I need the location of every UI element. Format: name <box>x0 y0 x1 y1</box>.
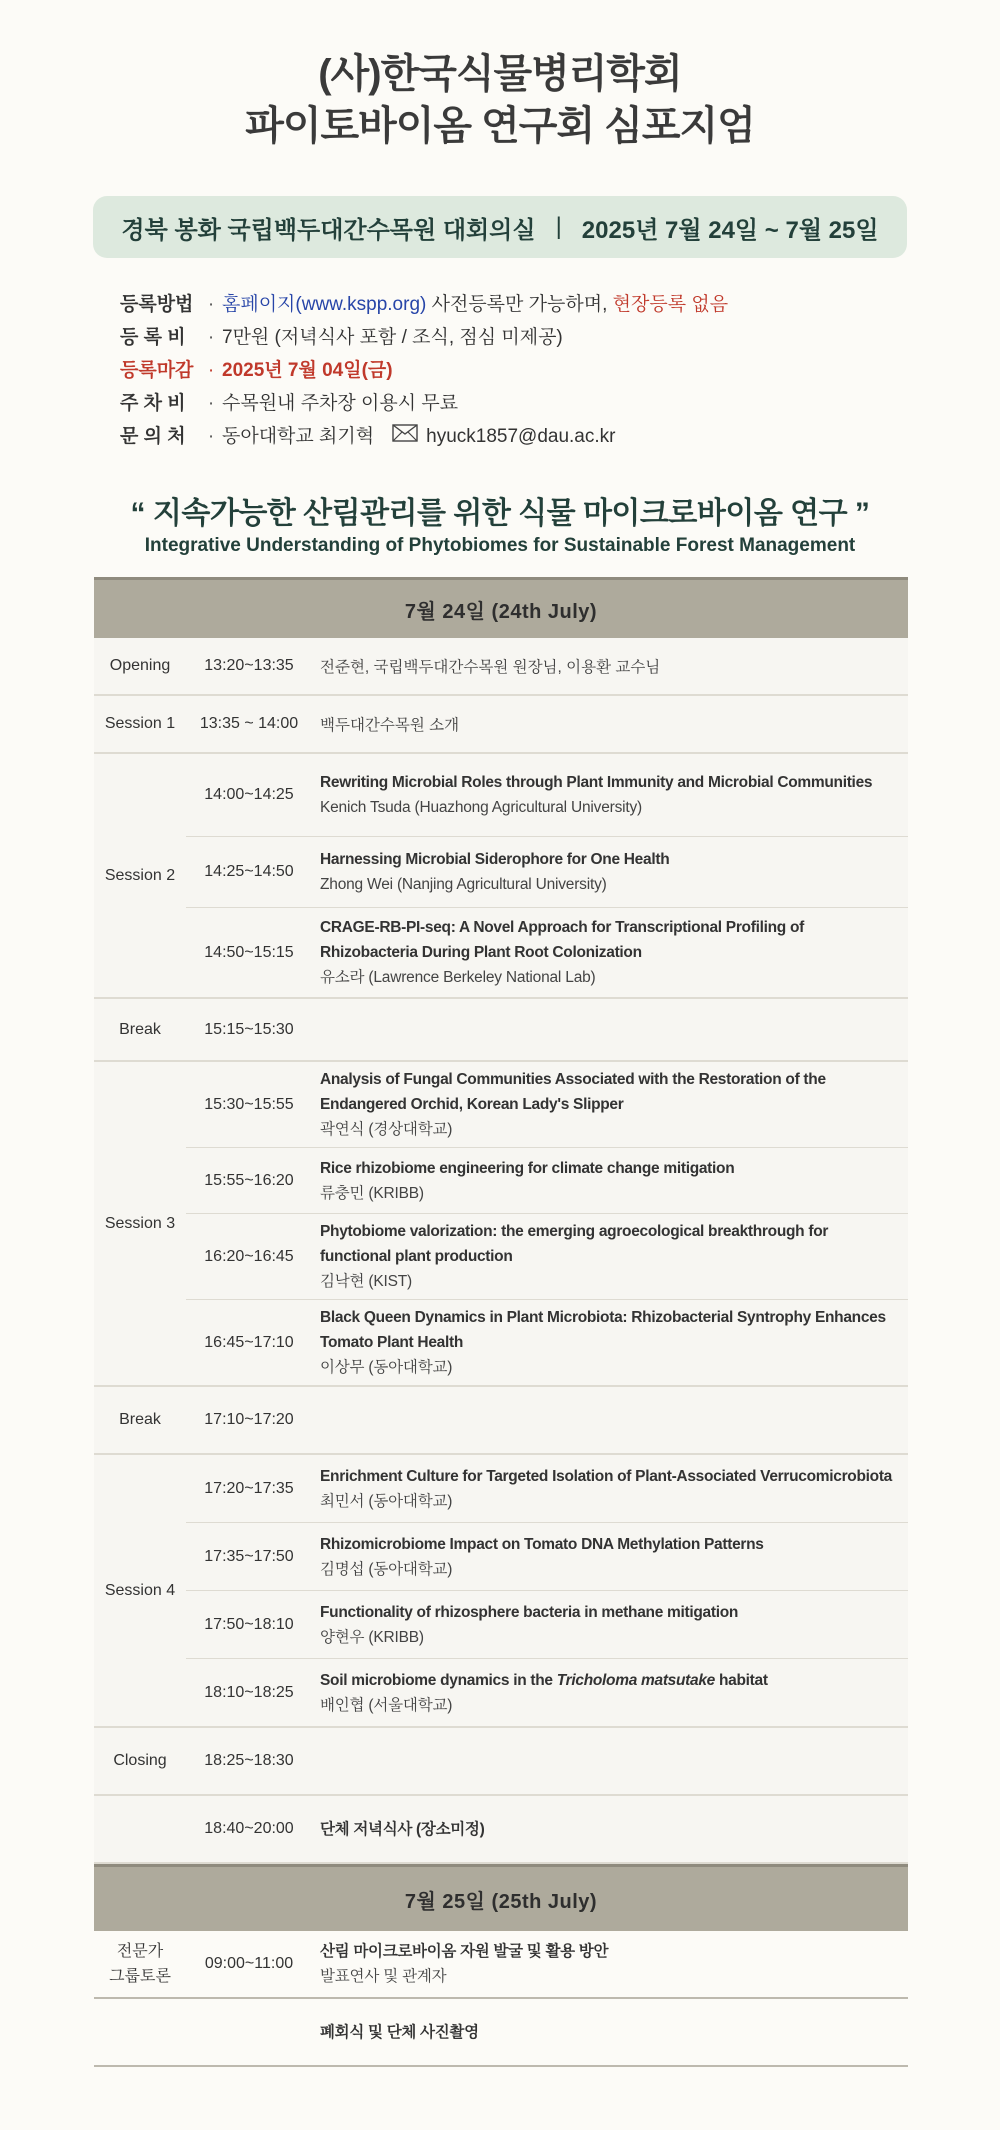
info-deadline <box>120 354 1000 387</box>
talk-title: Phytobiome valorization: the emerging agroecological breakthrough for <box>320 1223 829 1240</box>
talk-speaker: 김명섭 (동아대학교) <box>320 1560 453 1578</box>
day1-header: 7월 24일 (24th July) <box>94 577 908 638</box>
talk-title-cont: functional plant production <box>320 1248 513 1265</box>
talk-title-cont: Endangered Orchid, Korean Lady's Slipper <box>320 1096 624 1113</box>
talk-time: 14:50~15:15 <box>204 943 294 961</box>
row-label: Opening <box>109 657 171 674</box>
talk-time: 18:10~18:25 <box>204 1683 294 1701</box>
row-time: 09:00~11:00 <box>204 1955 294 1972</box>
talk-row <box>186 1148 908 1214</box>
session-label: Session 4 <box>104 1581 176 1599</box>
talk-title: Rewriting Microbial Roles through Plant Immunity and Microbial Communities <box>320 774 873 791</box>
symposium-title: 파이토바이옴 연구회 심포지엄 <box>245 104 755 148</box>
row-label: Break <box>119 1411 161 1428</box>
theme-korean: “ 지속가능한 산림관리를 위한 식물 마이크로바이옴 연구 ” <box>130 497 870 530</box>
talk-title: Rhizomicrobiome Impact on Tomato DNA Methylation Patterns <box>320 1535 764 1553</box>
talk-title: CRAGE-RB-PI-seq: A Novel Approach for Transcriptional Profiling of <box>320 919 804 936</box>
talk-title-cont: Tomato Plant Health <box>320 1334 463 1351</box>
table-row <box>94 1796 908 1864</box>
row-label: Break <box>119 1020 161 1038</box>
info-value: 동아대학교 최기혁 <box>222 426 375 447</box>
closing-ceremony: 폐회식 및 단체 사진촬영 <box>320 2023 479 2041</box>
talk-speaker: 배인협 (서울대학교) <box>320 1696 453 1714</box>
info-registration <box>120 288 1000 321</box>
table-row <box>94 1387 908 1455</box>
info-dot: · <box>207 360 215 381</box>
talk-time: 14:00~14:25 <box>204 786 294 803</box>
session-label: Session 2 <box>104 866 176 884</box>
talk-row <box>186 1523 908 1591</box>
talk-speaker: Kenich Tsuda (Huazhong Agricultural University) <box>320 799 643 816</box>
society-title: (사)한국식물병리학회 <box>318 52 682 96</box>
row-time: 18:25~18:30 <box>204 1752 294 1769</box>
table-row <box>94 1999 908 2067</box>
talk-speaker: 이상무 (동아대학교) <box>320 1359 453 1376</box>
info-value: 수목원내 주차장 이용시 무료 <box>222 393 459 414</box>
info-label: 등록방법 <box>120 294 194 315</box>
talk-time: 15:30~15:55 <box>204 1095 294 1113</box>
talk-title: Enrichment Culture for Targeted Isolation of Plant-Associated Verrucomicrobiota <box>320 1467 892 1485</box>
session-label: Session 3 <box>104 1214 176 1232</box>
discussion-label-2: 그룹토론 <box>109 1968 171 1985</box>
talk-speaker: 최민서 (동아대학교) <box>320 1492 453 1510</box>
talk-time: 14:25~14:50 <box>204 863 294 880</box>
table-row <box>94 638 908 696</box>
talk-row <box>186 1591 908 1659</box>
venue-place: 경북 봉화 국립백두대간수목원 대회의실 <box>121 216 536 244</box>
schedule-table <box>94 577 908 2067</box>
talk-title-post: habitat <box>715 1671 768 1689</box>
info-parking <box>120 387 1000 420</box>
registration-warning: 현장등록 없음 <box>612 294 729 315</box>
talk-speaker: 류충민 (KRIBB) <box>320 1184 424 1202</box>
row-time: 13:35 ~ 14:00 <box>199 715 299 732</box>
info-label: 주 차 비 <box>120 393 186 414</box>
info-label: 등록마감 <box>120 360 194 381</box>
talk-speaker: 곽연식 (경상대학교) <box>320 1121 453 1138</box>
talk-title <box>320 1668 908 1693</box>
talk-title: Rice rhizobiome engineering for climate change mitigation <box>320 1159 735 1177</box>
session2-group <box>94 754 908 999</box>
day2-header: 7월 25일 (25th July) <box>94 1864 908 1931</box>
info-dot: · <box>207 294 215 315</box>
info-dot: · <box>207 393 215 414</box>
talk-title-cont: Rhizobacteria During Plant Root Colonization <box>320 944 642 961</box>
homepage-link[interactable]: 홈페이지(www.kspp.org) <box>222 294 427 315</box>
talk-row <box>186 1659 908 1726</box>
talk-row <box>186 754 908 837</box>
talk-title-italic: Tricholoma matsutake <box>556 1671 715 1689</box>
info-value: 2025년 7월 04일(금) <box>222 360 393 381</box>
talk-title: Analysis of Fungal Communities Associated with the Restoration of the <box>320 1071 826 1088</box>
info-dot: · <box>207 327 215 348</box>
talk-row <box>186 1214 908 1300</box>
discussion-label-1: 전문가 <box>116 1943 164 1960</box>
row-label: Closing <box>113 1752 167 1769</box>
title-block <box>0 0 1000 152</box>
discussion-sub: 발표연사 및 관계자 <box>320 1968 447 1985</box>
talk-title-pre: Soil microbiome dynamics in the <box>320 1671 557 1689</box>
theme-block <box>0 495 1000 557</box>
info-dot: · <box>207 426 215 447</box>
table-row <box>94 696 908 754</box>
talk-title: Black Queen Dynamics in Plant Microbiota: Rhizobacterial Syntrophy Enhances <box>320 1309 886 1326</box>
talk-title: Harnessing Microbial Siderophore for One Health <box>320 851 670 868</box>
row-label: Session 1 <box>104 715 176 732</box>
contact-email[interactable]: hyuck1857@dau.ac.kr <box>426 426 616 447</box>
discussion-title: 산림 마이크로바이옴 자원 발굴 및 활용 방안 <box>320 1943 609 1960</box>
theme-english: Integrative Understanding of Phytobiomes for Sustainable Forest Management <box>144 535 856 556</box>
info-label: 등 록 비 <box>120 327 186 348</box>
info-contact <box>120 420 1000 453</box>
row-label <box>94 1931 186 1997</box>
talk-time: 15:55~16:20 <box>204 1171 294 1189</box>
talk-speaker: 김낙현 (KIST) <box>320 1273 413 1290</box>
talk-row <box>186 908 908 997</box>
registration-text: 사전등록만 가능하며, <box>426 294 613 315</box>
table-row <box>94 999 908 1062</box>
talk-title: Functionality of rhizosphere bacteria in methane mitigation <box>320 1603 739 1621</box>
info-list <box>120 288 1000 453</box>
mail-icon <box>392 420 418 453</box>
talk-speaker: 유소라 (Lawrence Berkeley National Lab) <box>320 969 596 986</box>
session4-group <box>94 1455 908 1728</box>
venue-dates: 2025년 7월 24일 ~ 7월 25일 <box>581 216 879 244</box>
venue-bar <box>93 196 907 258</box>
talk-time: 17:50~18:10 <box>204 1615 294 1633</box>
row-time: 13:20~13:35 <box>204 657 294 674</box>
session3-group <box>94 1062 908 1387</box>
dinner-text: 단체 저녁식사 (장소미정) <box>320 1820 485 1838</box>
venue-separator: | <box>555 213 562 240</box>
table-row <box>94 1728 908 1796</box>
talk-time: 17:20~17:35 <box>204 1479 294 1497</box>
talk-time: 16:45~17:10 <box>204 1333 294 1351</box>
info-label: 문 의 처 <box>120 426 186 447</box>
talk-speaker: Zhong Wei (Nanjing Agricultural University) <box>320 876 607 893</box>
table-row <box>94 1931 908 1999</box>
row-body: 백두대간수목원 소개 <box>320 717 460 734</box>
info-value <box>222 288 728 321</box>
talk-time: 17:35~17:50 <box>204 1547 294 1565</box>
talk-row <box>186 1300 908 1385</box>
talk-row <box>186 1455 908 1523</box>
talk-row <box>186 837 908 908</box>
talk-row <box>186 1062 908 1148</box>
row-time: 17:10~17:20 <box>204 1411 294 1428</box>
row-body: 전준현, 국립백두대간수목원 원장님, 이용환 교수님 <box>320 659 661 676</box>
talk-time: 16:20~16:45 <box>204 1247 294 1265</box>
row-time: 18:40~20:00 <box>204 1820 294 1837</box>
info-fee <box>120 321 1000 354</box>
talk-speaker: 양현우 (KRIBB) <box>320 1628 424 1646</box>
row-time: 15:15~15:30 <box>204 1020 294 1038</box>
info-value: 7만원 (저녁식사 포함 / 조식, 점심 미제공) <box>222 327 563 348</box>
